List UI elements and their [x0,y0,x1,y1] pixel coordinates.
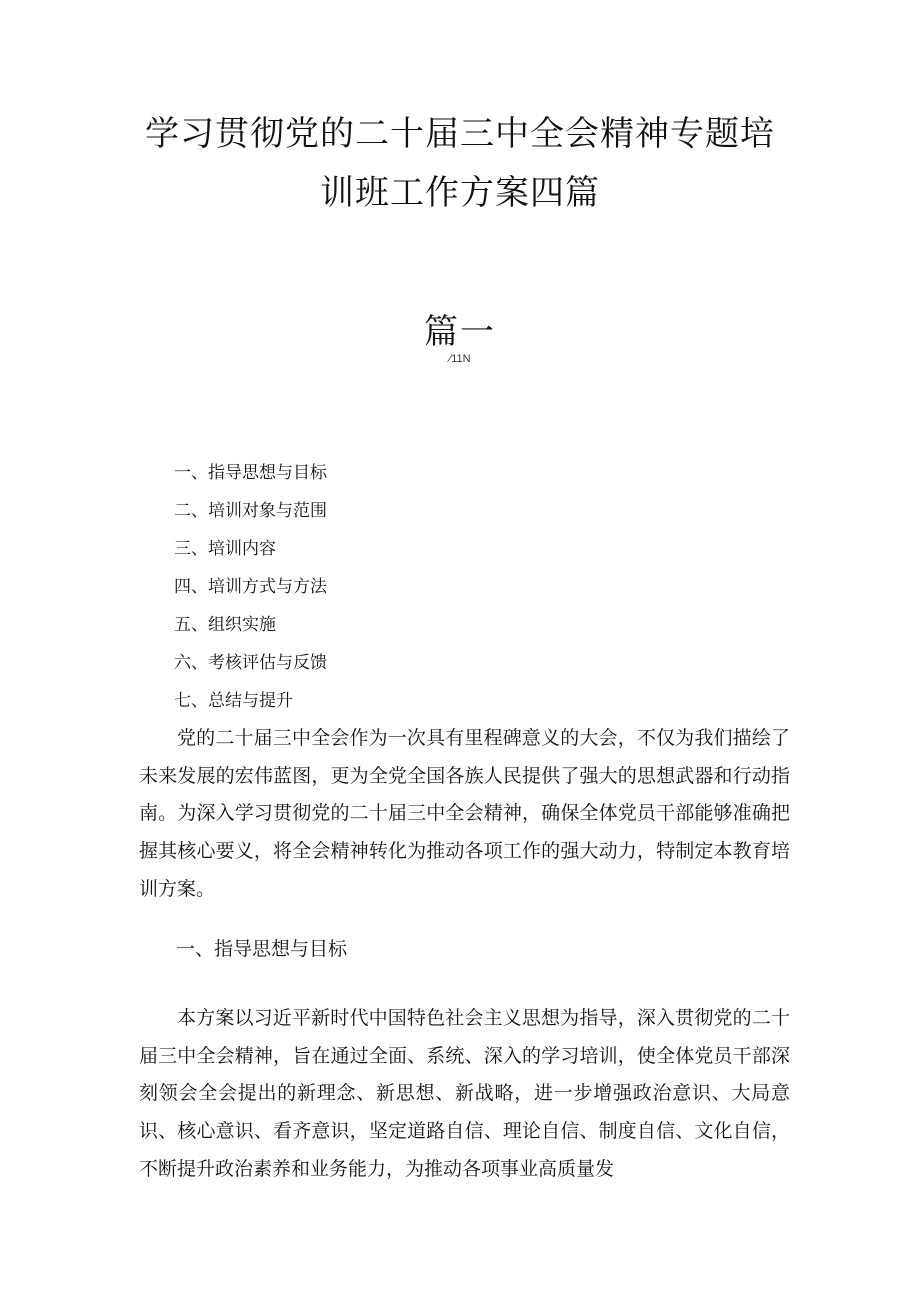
outline-item: 一、指导思想与目标 [174,463,327,483]
intro-paragraph: 党的二十届三中全会作为一次具有里程碑意义的大会，不仅为我们描绘了未来发展的宏伟蓝图，更为全党全国各族人民提供了强大的思想武器和行动指南。为深入学习贯彻党的二十届三中全会精神，确保全体党员干部能够准确把握其核心要义，将全会精神转化为推动各项工作的强大动力，特制定本教育培训方案。 [139,727,790,900]
outline-item: 四、培训方式与方法 [174,577,327,597]
outline-list [174,456,774,722]
body-paragraph: 本方案以习近平新时代中国特色社会主义思想为指导，深入贯彻党的二十届三中全会精神，旨在通过全面、系统、深入的学习培训，使全体党员干部深刻领会全会提出的新理念、新思想、新战略，进一步增强政治意识、大局意识、核心意识、看齐意识，坚定道路自信、理论自信、制度自信、文化自信，不断提升政治素养和业务能力，为推动各项事业高质量发 [139,1007,790,1180]
outline-item: 五、组织实施 [174,615,276,635]
outline-item: 三、培训内容 [174,539,276,559]
outline-item: 二、培训对象与范围 [174,501,327,521]
outline-item: 七、总结与提升 [174,691,293,711]
document-title-line-1: 学习贯彻党的二十届三中全会精神专题培 [145,114,775,154]
outline-item: 六、考核评估与反馈 [174,653,327,673]
section-title: 篇一 [424,312,496,352]
section-heading: 一、指导思想与目标 [176,938,348,960]
document-title-line-2: 训班工作方案四篇 [320,173,600,213]
section-subtitle: ⁄11N [449,353,471,365]
